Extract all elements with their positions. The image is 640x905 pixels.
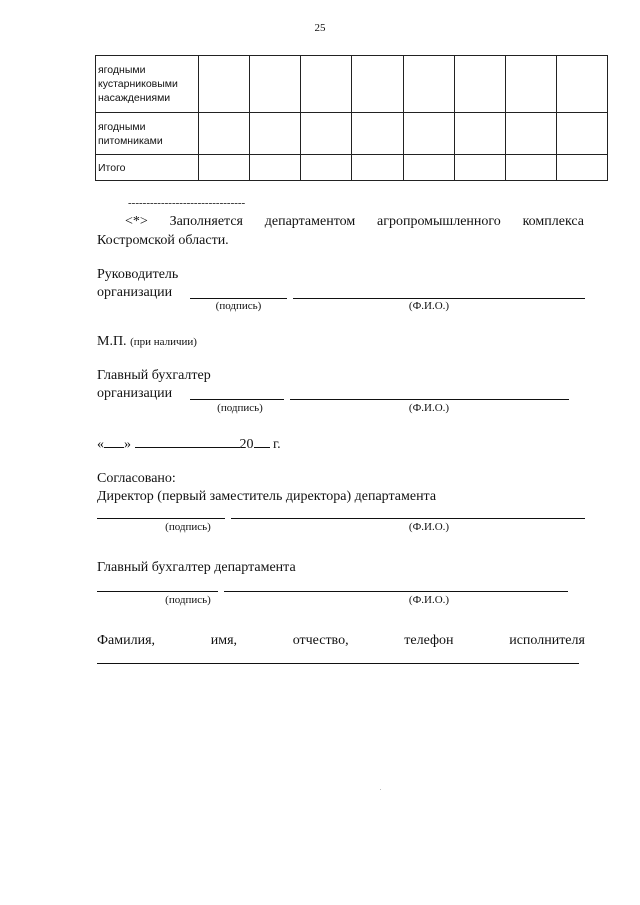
signature-caption: (подпись): [165, 521, 211, 533]
dept-accountant-title: Главный бухгалтер департамента: [97, 560, 296, 575]
table-cell: [454, 155, 505, 181]
table-cell: [199, 56, 250, 113]
table-cell: [403, 56, 454, 113]
table-cell: [556, 113, 607, 155]
table-cell: [505, 155, 556, 181]
table-cell: [352, 113, 403, 155]
month-blank[interactable]: [135, 435, 240, 448]
footnote-text-continued: Костромской области.: [97, 233, 229, 248]
director-fio-line[interactable]: [231, 518, 585, 519]
table-cell: [199, 113, 250, 155]
executor-word: отчество,: [292, 633, 349, 648]
executor-word: телефон: [404, 633, 454, 648]
stamp-line: [97, 333, 197, 351]
executor-line[interactable]: [97, 663, 579, 664]
table-cell: [352, 155, 403, 181]
table-cell: [250, 113, 301, 155]
table-cell: [199, 155, 250, 181]
year-prefix: 20: [239, 437, 254, 452]
table-cell: [250, 56, 301, 113]
executor-word: Фамилия,: [97, 633, 156, 648]
signature-caption: (подпись): [217, 402, 263, 414]
dept-accountant-fio-line[interactable]: [224, 591, 568, 592]
date-line: [97, 435, 281, 453]
signature-caption: (подпись): [215, 300, 262, 312]
data-table: [95, 55, 608, 181]
executor-word: имя,: [210, 633, 238, 648]
dept-accountant-signature-line[interactable]: [97, 591, 218, 592]
footnote-separator: --------------------------------: [128, 197, 246, 209]
stamp-label: М.П.: [97, 334, 127, 349]
table-row: [96, 113, 608, 155]
year-blank[interactable]: [254, 435, 270, 448]
fio-caption: (Ф.И.О.): [408, 300, 450, 312]
table-row: [96, 56, 608, 113]
table-cell: [505, 56, 556, 113]
table-cell: [403, 113, 454, 155]
table-cell: [403, 155, 454, 181]
signature-caption: (подпись): [165, 594, 211, 606]
executor-label: [97, 632, 585, 649]
fio-caption: (Ф.И.О.): [408, 594, 450, 606]
table-cell: [454, 56, 505, 113]
table-row: [96, 155, 608, 181]
table-cell: [301, 56, 352, 113]
chief-accountant-org: организации: [97, 386, 173, 401]
row-label: Итого: [96, 155, 199, 181]
row-label: ягодными кустарниковыми насаждениями: [96, 56, 199, 113]
day-blank[interactable]: [104, 435, 124, 448]
stamp-note: (при наличии): [130, 336, 197, 348]
table-cell: [556, 56, 607, 113]
year-suffix: г.: [273, 437, 281, 452]
chief-accountant-signature-line[interactable]: [190, 399, 284, 400]
table-cell: [301, 155, 352, 181]
date-open-quote: «: [97, 437, 104, 452]
footnote-text: <*> Заполняется департаментом агропромышленного комплекса: [125, 214, 584, 229]
head-fio-line[interactable]: [293, 298, 585, 299]
head-signature-line[interactable]: [190, 298, 287, 299]
table-cell: [250, 155, 301, 181]
date-close-quote: »: [124, 437, 131, 452]
chief-accountant-fio-line[interactable]: [290, 399, 569, 400]
table-cell: [454, 113, 505, 155]
table-cell: [301, 113, 352, 155]
director-signature-line[interactable]: [97, 518, 225, 519]
table-cell: [352, 56, 403, 113]
row-label: ягодными питомниками: [96, 113, 199, 155]
fio-caption: (Ф.И.О.): [408, 521, 450, 533]
table-cell: [556, 155, 607, 181]
head-title-org: организации: [97, 285, 173, 300]
director-title: Директор (первый заместитель директора) департамента: [97, 489, 437, 504]
chief-accountant-title: Главный бухгалтер: [97, 368, 211, 383]
agreed-label: Согласовано:: [97, 471, 176, 486]
page-number: 25: [314, 22, 326, 34]
scan-speck: [380, 789, 381, 790]
executor-word: исполнителя: [509, 633, 585, 648]
fio-caption: (Ф.И.О.): [408, 402, 450, 414]
head-title: Руководитель: [97, 267, 179, 282]
table-cell: [505, 113, 556, 155]
